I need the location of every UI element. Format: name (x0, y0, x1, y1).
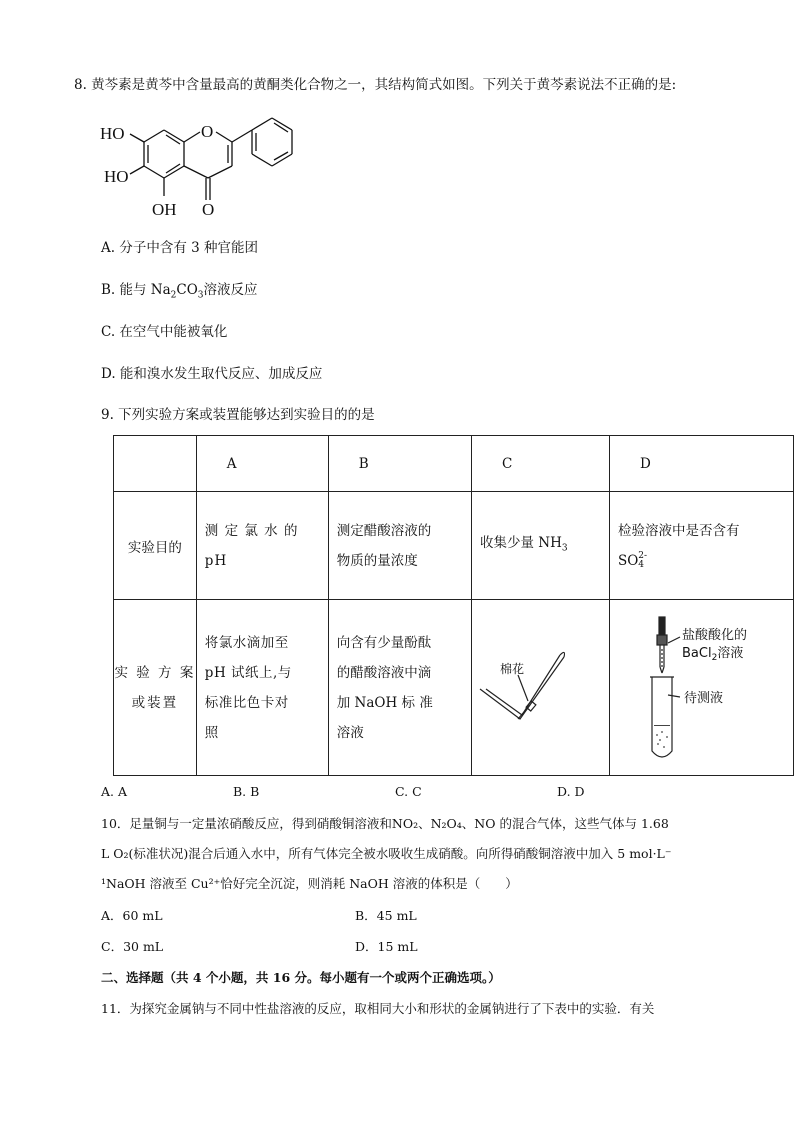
structure-label: HO (100, 124, 125, 143)
section-heading: 二、选择题（共 4 个小题，共 16 分。每小题有一个或两个正确选项。） (101, 970, 501, 985)
table-cell (609, 600, 793, 776)
q10-line: 10．足量铜与一定量浓硝酸反应，得到硝酸铜溶液和NO₂、N₂O₄、NO 的混合气体，这些气体与 1.68 (101, 816, 669, 831)
table-cell (471, 600, 609, 776)
q9-answer-a: A. A (101, 784, 128, 799)
table-cell: 收集少量 $NH_3$ (471, 492, 609, 600)
table-cell: 向含有少量酚酞 的醋酸溶液中滴 加 NaOH 标 准 溶液 (328, 600, 471, 776)
q9-table (113, 435, 794, 776)
q8-option-b: B. 能与 $Na_2CO_3$溶液反应 (101, 282, 258, 301)
q8-option-d: D. 能和溴水发生取代反应、加成反应 (101, 366, 323, 382)
q10-option-a: A．60 mL (101, 908, 163, 923)
table-cell: 测定醋酸溶液的 物质的量浓度 (328, 492, 471, 600)
baicalein-structure (96, 104, 316, 224)
q10-option-b: B．45 mL (355, 908, 417, 923)
q8-stem: 8. 黄芩素是黄芩中含量最高的黄酮类化合物之一，其结构简式如图。下列关于黄芩素说法不正确的是: (74, 77, 677, 93)
q10-line: L O₂(标准状况)混合后通入水中，所有气体完全被水吸收生成硝酸。向所得硝酸铜溶液中加入 5 mol·L⁻ (101, 846, 672, 861)
structure-label: OH (152, 200, 177, 219)
structure-label: HO (104, 167, 129, 186)
q10-option-c: C．30 mL (101, 939, 164, 954)
dropper-test-tube-diagram (610, 601, 764, 775)
table-cell: 测 定 氯 水 的 pH (196, 492, 328, 600)
q8-option-c: C. 在空气中能被氧化 (101, 324, 228, 340)
structure-label: O (202, 200, 215, 219)
q9-answer-c: C. C (395, 784, 422, 799)
dropper-label: 盐酸酸化的 (681, 627, 747, 643)
q9-answer-b: B. B (233, 784, 260, 799)
q10-option-d: D．15 mL (355, 939, 418, 954)
row-label: 实验目的 (114, 492, 197, 600)
table-header: C (471, 436, 609, 492)
q11-stem: 11．为探究金属钠与不同中性盐溶液的反应，取相同大小和形状的金属钠进行了下表中的实验．有关 (101, 1001, 655, 1016)
table-cell: 检验溶液中是否含有 SO 2- 4 (609, 492, 793, 600)
structure-label: O (201, 122, 214, 141)
table-header: A (196, 436, 328, 492)
q9-answer-d: D. D (557, 784, 585, 799)
test-tube-cotton-diagram (472, 601, 578, 775)
dropper-label: BaCl$_2$溶液 (681, 645, 744, 663)
table-header: B (328, 436, 471, 492)
cotton-label: 棉花 (499, 661, 524, 676)
table-header: D (609, 436, 793, 492)
q10-line: ¹NaOH 溶液至 Cu²⁺恰好完全沉淀，则消耗 NaOH 溶液的体积是（ ） (101, 876, 518, 891)
test-liquid-label: 待测液 (683, 690, 723, 706)
row-label: 实 验 方 案 或装置 (114, 600, 197, 776)
table-cell: 将氯水滴加至 pH 试纸上,与 标准比色卡对 照 (196, 600, 328, 776)
q8-option-a: A. 分子中含有 3 种官能团 (101, 240, 259, 256)
q9-stem: 9. 下列实验方案或装置能够达到实验目的的是 (101, 407, 375, 423)
